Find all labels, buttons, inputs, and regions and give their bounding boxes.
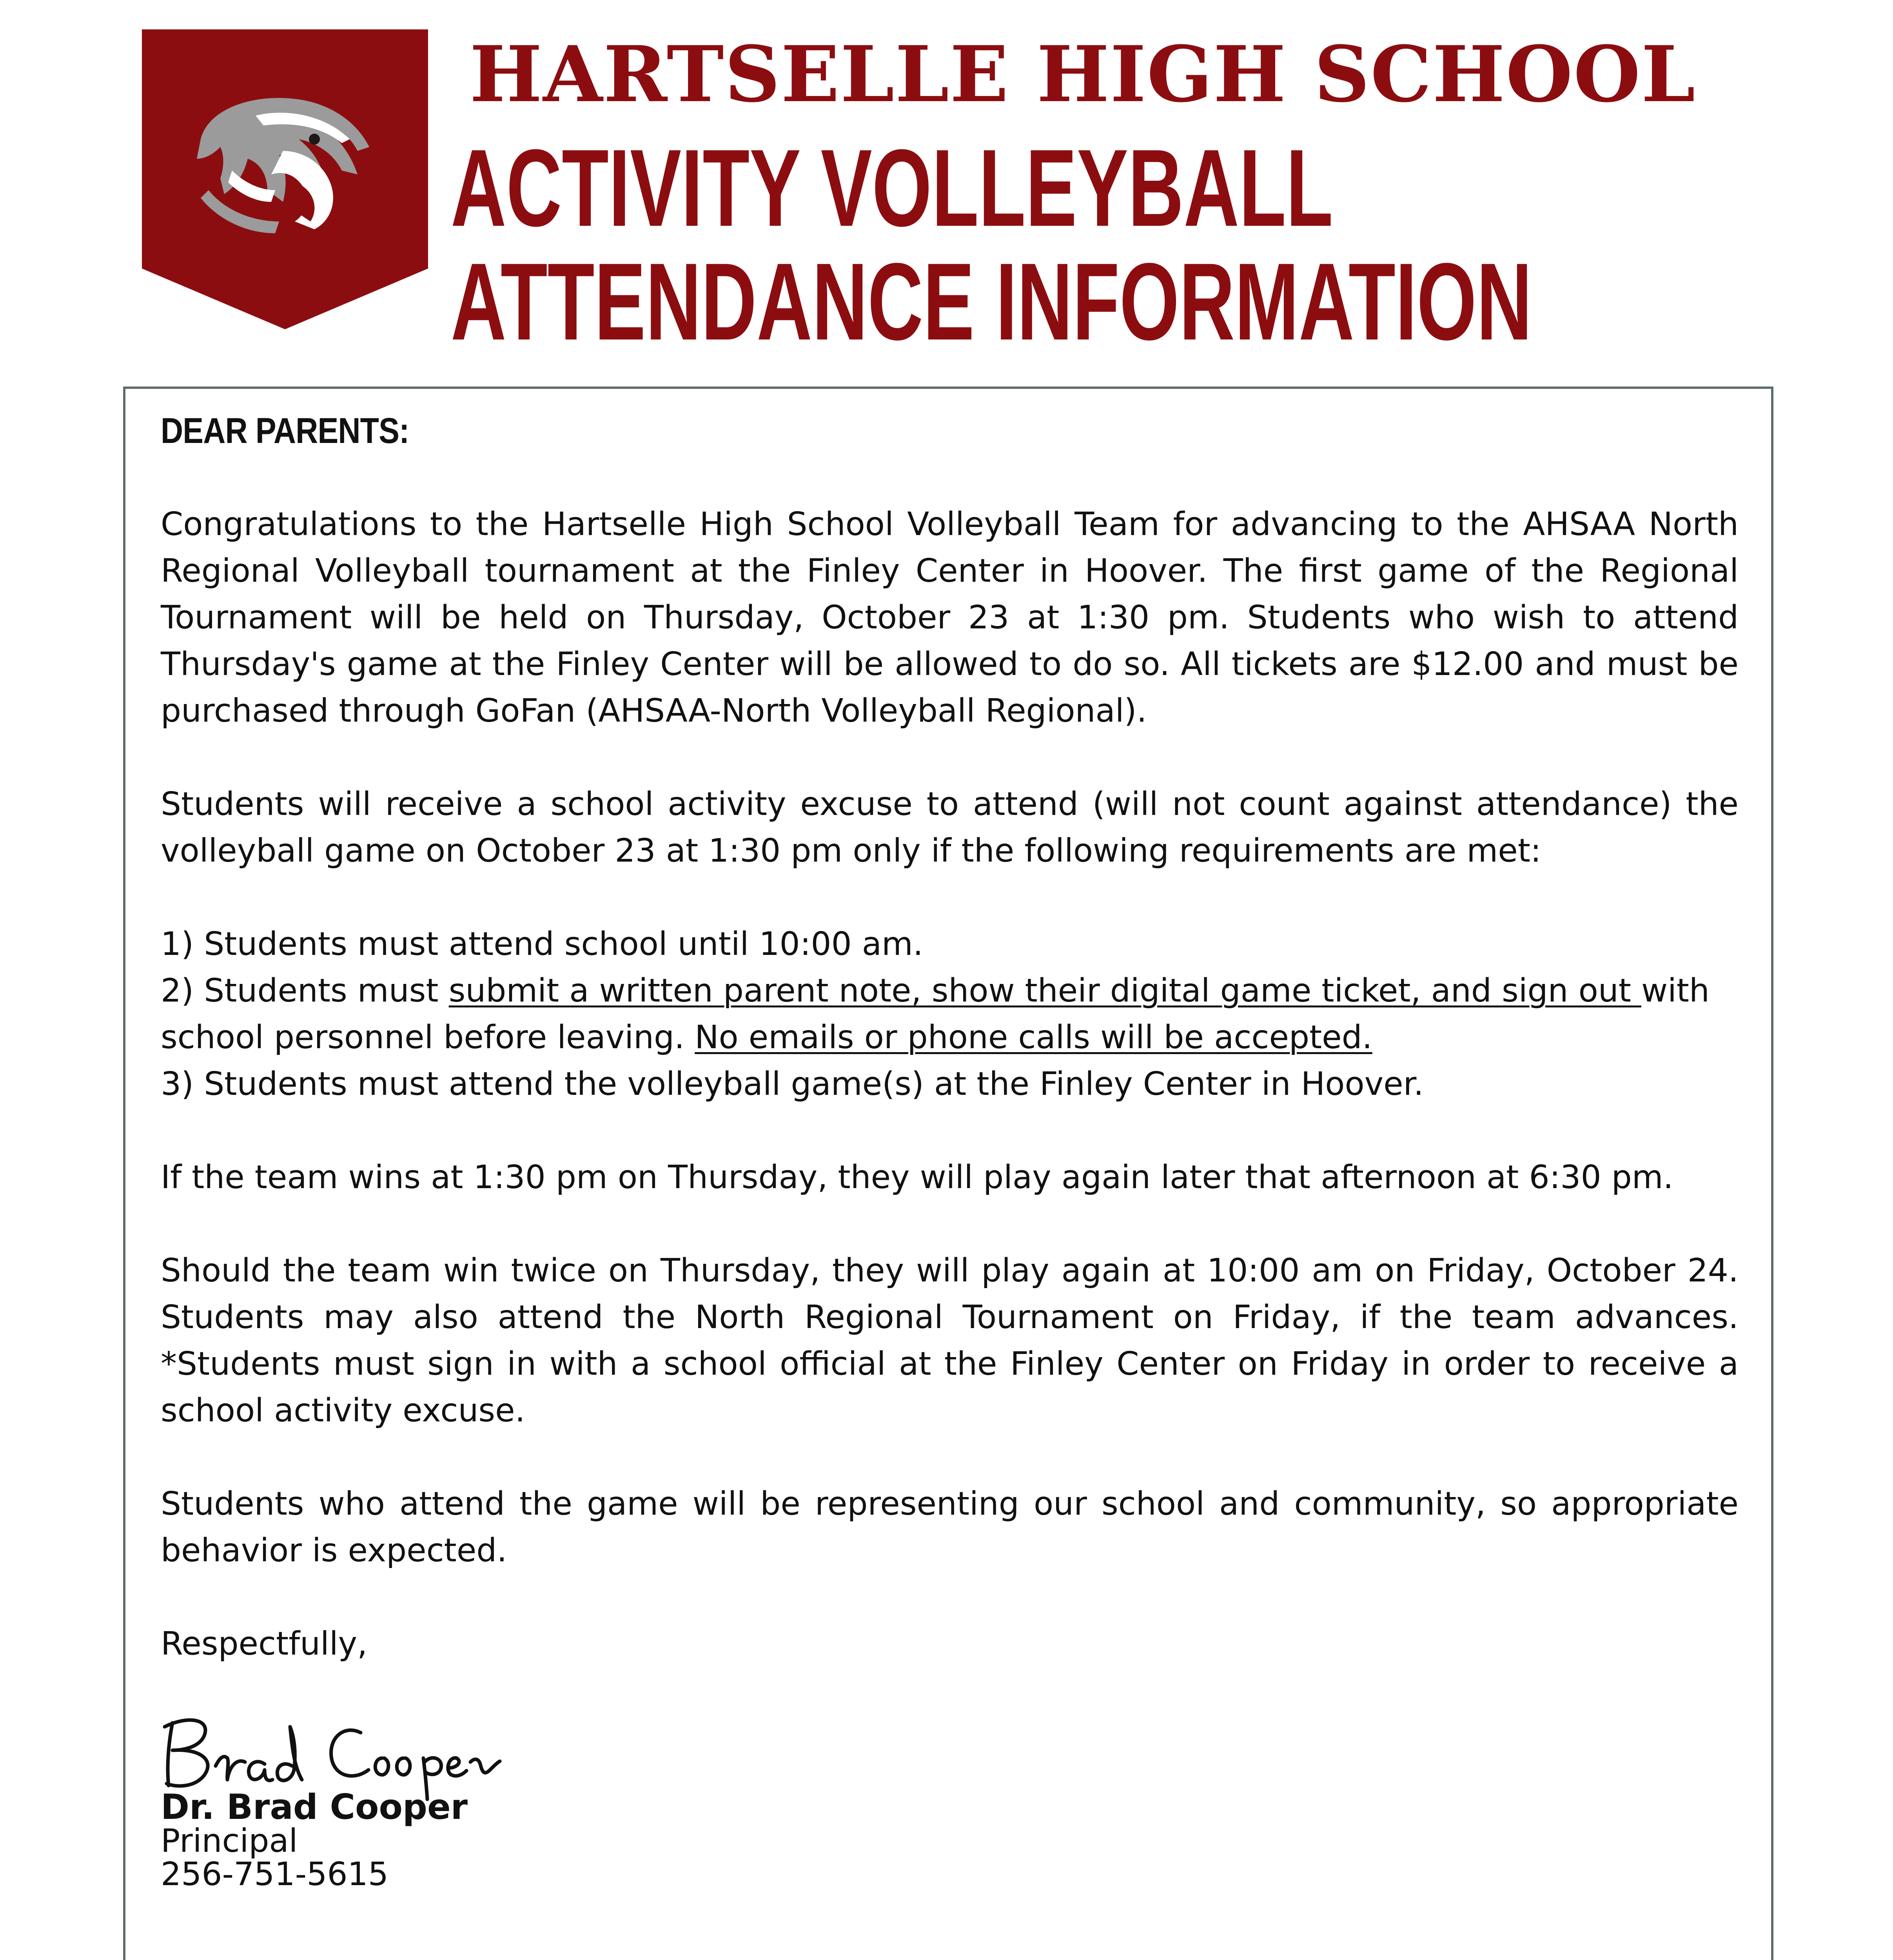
requirement-2 [161, 967, 1739, 1061]
signer-title: Principal [161, 1822, 298, 1860]
requirement-2-prefix: 2) Students must [161, 972, 449, 1009]
paragraph-friday-game: Should the team win twice on Thursday, they will play again at 10:00 am on Friday, October 24. Students may also attend the North Regional Tournament on Friday, if the team advances. *Students must sign in with a school official at the Finley Center on Friday in order to receive a school activity excuse. [161, 1252, 1739, 1429]
paragraph-behavior: Students who attend the game will be representing our school and community, so appropriate behavior is expected. [161, 1485, 1739, 1569]
requirement-1: 1) Students must attend school until 10:00 am. [161, 926, 923, 963]
headline-line-1: ACTIVITY VOLLEYBALL [451, 127, 1333, 249]
closing: Respectfully, [161, 1625, 368, 1662]
tiger-shield-icon [142, 29, 428, 329]
headline-line-2: ATTENDANCE INFORMATION [451, 241, 1532, 363]
signer-phone: 256-751-5615 [161, 1856, 388, 1893]
letter-body [161, 408, 1739, 1714]
requirement-2-middle: with school personnel before leaving. [161, 972, 1710, 1056]
paragraph-excuse-requirements: Students will receive a school activity excuse to attend (will not count against attendance) the volleyball game on October 23 at 1:30 pm only if the following requirements are met: [161, 786, 1739, 869]
paragraph-congratulations: Congratulations to the Hartselle High School Volleyball Team for advancing to the AHSAA North Regional Volleyball tournament at the Finley Center in Hoover. The first game of the Regional Tournament will be held on Thursday, October 23 at 1:30 pm. Students who wish to attend Thursday's game at the Finley Center will be allowed to do so. All tickets are $12.00 and must be purchased through GoFan (AHSAA-North Volleyball Regional). [161, 506, 1739, 730]
requirement-2-no-emails: No emails or phone calls will be accepted. [695, 1019, 1372, 1056]
requirement-2-underlined: submit a written parent note, show their digital game ticket, and sign out [448, 972, 1641, 1009]
greeting: DEAR PARENTS: [161, 411, 409, 451]
signature-image [157, 1699, 502, 1801]
paragraph-second-game: If the team wins at 1:30 pm on Thursday, they will play again later that afternoon at 6:30 pm. [161, 1159, 1673, 1196]
school-name: HARTSELLE HIGH SCHOOL [470, 29, 1696, 120]
signer-name: Dr. Brad Cooper [161, 1787, 468, 1827]
requirement-3: 3) Students must attend the volleyball game(s) at the Finley Center in Hoover. [161, 1065, 1424, 1103]
